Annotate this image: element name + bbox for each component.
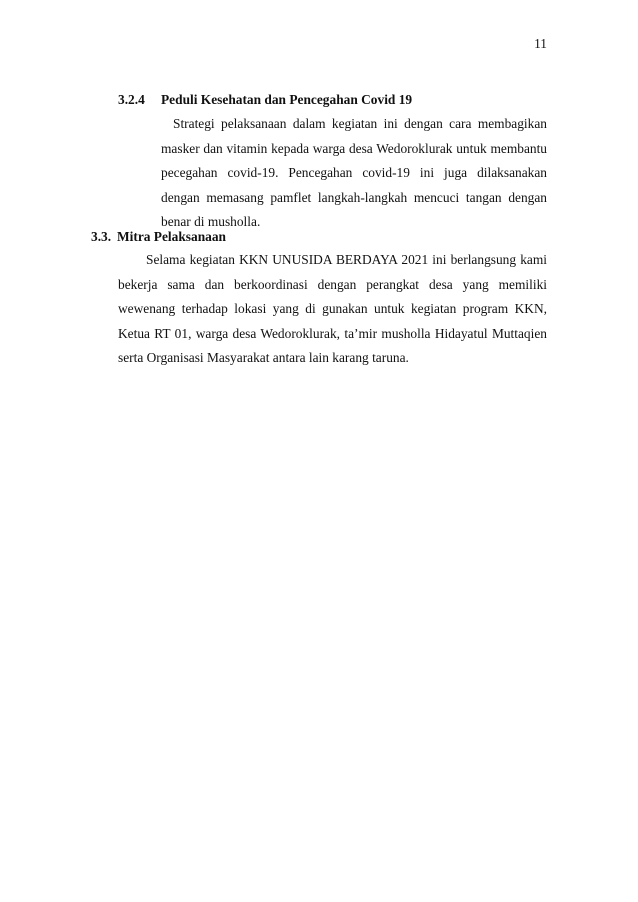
- section-title: Mitra Pelaksanaan: [117, 229, 226, 244]
- page-number: 11: [534, 36, 547, 51]
- subsection-number: 3.2.4: [118, 92, 145, 107]
- section-heading: [91, 229, 226, 245]
- subsection-title: Peduli Kesehatan dan Pencegahan Covid 19: [161, 92, 413, 107]
- section-number: 3.3.: [91, 229, 112, 244]
- section-paragraph: Selama kegiatan KKN UNUSIDA BERDAYA 2021 ini berlangsung kami bekerja sama dan berkoordinasi dengan perangkat desa yang memiliki wewenang terhadap lokasi yang di gunakan untuk kegiatan program KKN, Ketua RT 01, warga desa Wedoroklurak, ta’mir musholla Hidayatul Muttaqien serta Organisasi Masyarakat antara lain karang taruna.: [118, 252, 547, 365]
- subsection-paragraph: Strategi pelaksanaan dalam kegiatan ini dengan cara membagikan masker dan vitamin kepada warga desa Wedoroklurak untuk membantu pecegahan covid-19. Pencegahan covid-19 ini juga dilaksanakan dengan memasang pamflet langkah-langkah mencuci tangan dengan benar di musholla.: [161, 116, 547, 229]
- subsection-heading: [118, 92, 412, 108]
